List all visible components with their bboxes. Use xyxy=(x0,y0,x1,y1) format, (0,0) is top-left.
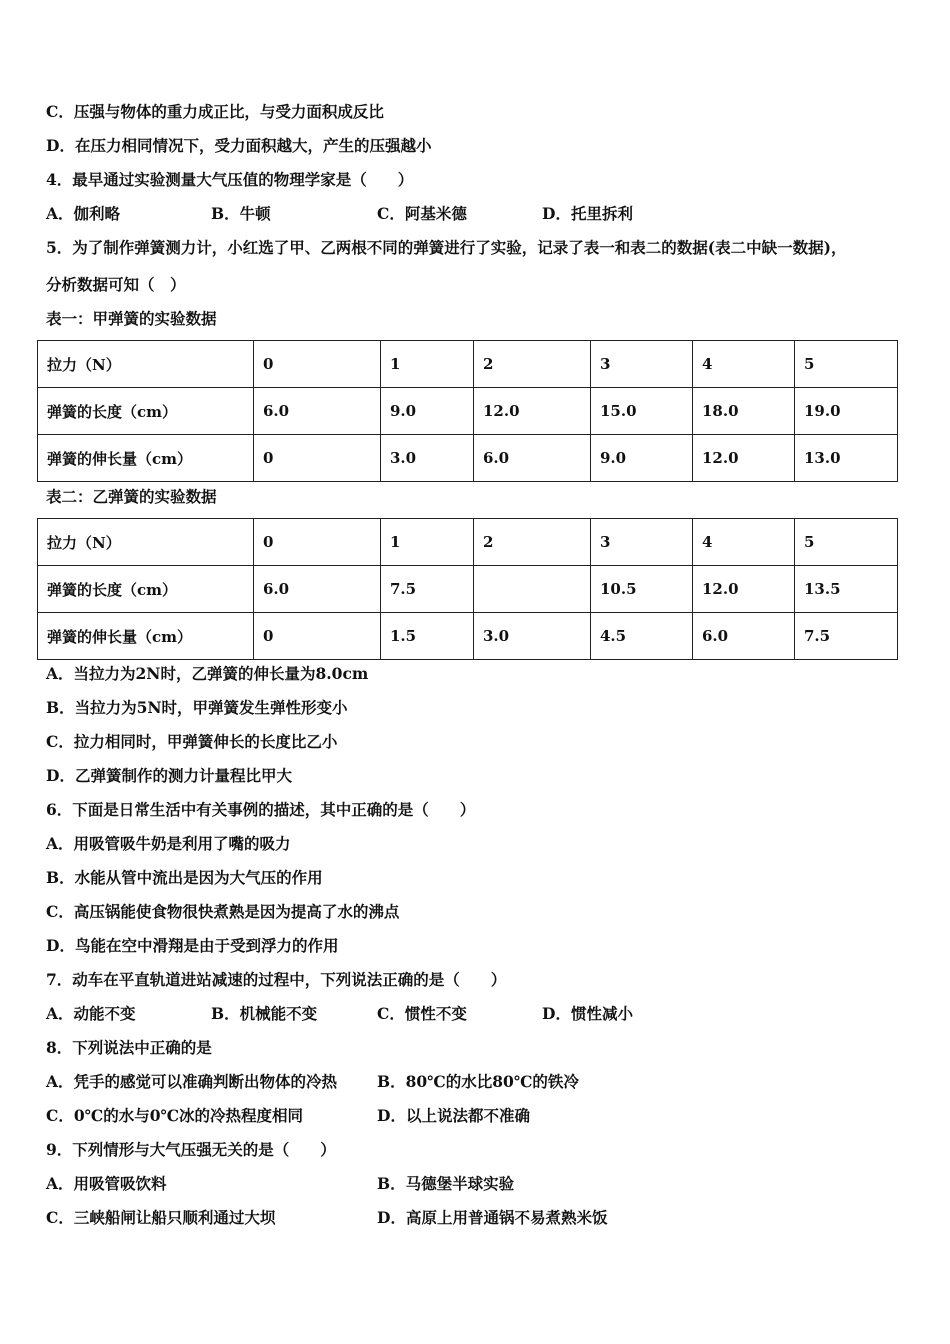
table2-caption: 表二：乙弹簧的实验数据 xyxy=(46,487,217,506)
table-cell: 6.0 xyxy=(254,566,381,613)
table-cell: 12.0 xyxy=(474,388,591,435)
table-cell: 6.0 xyxy=(254,388,381,435)
table-row xyxy=(38,388,898,435)
table-cell: 5 xyxy=(795,519,898,566)
table-cell: 6.0 xyxy=(693,613,795,660)
table-cell: 18.0 xyxy=(693,388,795,435)
table-cell: 9.0 xyxy=(591,435,693,482)
table1-caption: 表一：甲弹簧的实验数据 xyxy=(46,309,217,328)
table2-spring-yi xyxy=(37,518,898,660)
q4-option-d: D．托里拆利 xyxy=(542,204,633,223)
q7-option-b: B．机械能不变 xyxy=(211,1004,318,1023)
table-cell: 0 xyxy=(254,519,381,566)
table-row xyxy=(38,341,898,388)
table-cell: 2 xyxy=(474,341,591,388)
table-cell: 5 xyxy=(795,341,898,388)
q5-option-b: B．当拉力为5N时，甲弹簧发生弹性形变小 xyxy=(46,698,348,717)
table-cell: 15.0 xyxy=(591,388,693,435)
table-cell: 2 xyxy=(474,519,591,566)
q7-stem: 7．动车在平直轨道进站减速的过程中，下列说法正确的是（ ） xyxy=(46,970,507,989)
table-cell: 7.5 xyxy=(795,613,898,660)
table-cell: 4.5 xyxy=(591,613,693,660)
table-cell-missing xyxy=(474,566,591,613)
table-cell: 1 xyxy=(381,519,474,566)
table1-spring-jia xyxy=(37,340,898,482)
table-cell: 弹簧的伸长量（cm） xyxy=(38,435,254,482)
table-row xyxy=(38,435,898,482)
table-cell: 9.0 xyxy=(381,388,474,435)
q3-option-d: D．在压力相同情况下，受力面积越大，产生的压强越小 xyxy=(46,136,432,155)
table-row xyxy=(38,566,898,613)
q8-option-c: C．0℃的水与0℃冰的冷热程度相同 xyxy=(46,1106,304,1125)
q7-option-d: D．惯性减小 xyxy=(542,1004,633,1023)
table-cell: 7.5 xyxy=(381,566,474,613)
table-cell: 1 xyxy=(381,341,474,388)
q7-option-a: A．动能不变 xyxy=(46,1004,136,1023)
table-cell: 4 xyxy=(693,341,795,388)
q8-option-a: A．凭手的感觉可以准确判断出物体的冷热 xyxy=(46,1072,338,1091)
q9-option-d: D．高原上用普通锅不易煮熟米饭 xyxy=(377,1208,608,1227)
q9-option-b: B．马德堡半球实验 xyxy=(377,1174,515,1193)
q8-option-d: D．以上说法都不准确 xyxy=(377,1106,530,1125)
q3-option-c: C．压强与物体的重力成正比，与受力面积成反比 xyxy=(46,102,384,121)
q6-stem: 6．下面是日常生活中有关事例的描述，其中正确的是（ ） xyxy=(46,800,476,819)
table-cell: 3 xyxy=(591,519,693,566)
q4-option-c: C．阿基米德 xyxy=(377,204,467,223)
q5-option-d: D．乙弹簧制作的测力计量程比甲大 xyxy=(46,766,292,785)
table-cell: 3 xyxy=(591,341,693,388)
q8-option-b: B．80℃的水比80℃的铁冷 xyxy=(377,1072,579,1091)
q9-option-c: C．三峡船闸让船只顺利通过大坝 xyxy=(46,1208,276,1227)
table-cell: 1.5 xyxy=(381,613,474,660)
table-row xyxy=(38,613,898,660)
table-cell: 13.5 xyxy=(795,566,898,613)
q4-option-a: A．伽利略 xyxy=(46,204,121,223)
table-cell: 弹簧的伸长量（cm） xyxy=(38,613,254,660)
q6-option-b: B．水能从管中流出是因为大气压的作用 xyxy=(46,868,323,887)
table-cell: 拉力（N） xyxy=(38,341,254,388)
q4-stem: 4．最早通过实验测量大气压值的物理学家是（ ） xyxy=(46,170,414,189)
table-cell: 0 xyxy=(254,435,381,482)
table-cell: 3.0 xyxy=(474,613,591,660)
table-cell: 13.0 xyxy=(795,435,898,482)
q8-stem: 8．下列说法中正确的是 xyxy=(46,1038,212,1057)
q6-option-a: A．用吸管吸牛奶是利用了嘴的吸力 xyxy=(46,834,291,853)
table-cell: 0 xyxy=(254,341,381,388)
table-cell: 0 xyxy=(254,613,381,660)
table-cell: 10.5 xyxy=(591,566,693,613)
q5-stem-line2: 分析数据可知（ ） xyxy=(46,275,186,294)
table-cell: 12.0 xyxy=(693,566,795,613)
table-cell: 4 xyxy=(693,519,795,566)
q5-option-a: A．当拉力为2N时，乙弹簧的伸长量为8.0cm xyxy=(46,664,369,683)
table-cell: 弹簧的长度（cm） xyxy=(38,566,254,613)
table-cell: 6.0 xyxy=(474,435,591,482)
table-cell: 拉力（N） xyxy=(38,519,254,566)
q9-stem: 9．下列情形与大气压强无关的是（ ） xyxy=(46,1140,336,1159)
q5-stem-line1: 5．为了制作弹簧测力计，小红选了甲、乙两根不同的弹簧进行了实验，记录了表一和表二的数据(表二中缺一数据)， xyxy=(46,238,847,257)
q7-option-c: C．惯性不变 xyxy=(377,1004,467,1023)
q4-option-b: B．牛顿 xyxy=(211,204,271,223)
table-cell: 12.0 xyxy=(693,435,795,482)
table-cell: 19.0 xyxy=(795,388,898,435)
table-cell: 弹簧的长度（cm） xyxy=(38,388,254,435)
q9-option-a: A．用吸管吸饮料 xyxy=(46,1174,167,1193)
table-row xyxy=(38,519,898,566)
table-cell: 3.0 xyxy=(381,435,474,482)
q6-option-c: C．高压锅能使食物很快煮熟是因为提高了水的沸点 xyxy=(46,902,400,921)
q6-option-d: D．鸟能在空中滑翔是由于受到浮力的作用 xyxy=(46,936,339,955)
q5-option-c: C．拉力相同时，甲弹簧伸长的长度比乙小 xyxy=(46,732,338,751)
